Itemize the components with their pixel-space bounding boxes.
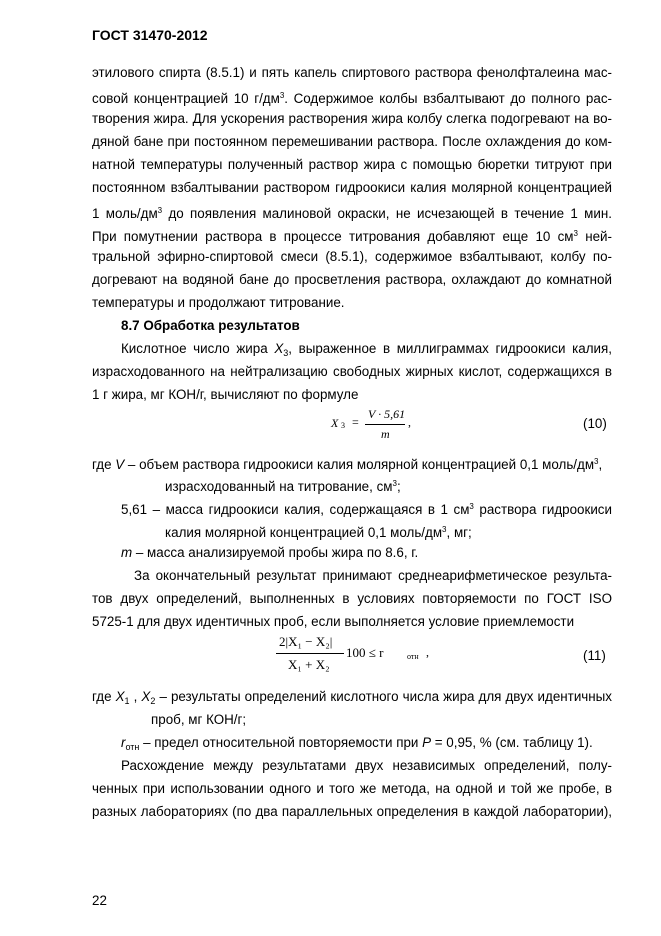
text-line: где V – объем раствора гидроокиси калия молярной концентрацией 0,1 моль/$дм^3$, <box>92 457 603 472</box>
text-line: дяной бане при постоянном перемешивании раствора. После охлаждения до ком- <box>92 134 612 149</box>
text-line: догревают на водяной бане до просветления раствора, охлаждают до комнатной <box>92 272 612 287</box>
text-line: калия молярной концентрацией 0,1 моль/$дм^3$, мг; <box>165 525 472 540</box>
text-line: За окончательный результат принимают среднеарифметическое результа- <box>134 568 612 583</box>
text-line: тов двух определений, выполненных в условиях повторяемости по ГОСТ ISO <box>92 591 612 606</box>
text-line: Расхождение между результатами двух независимых определений, полу- <box>121 758 612 773</box>
document-header: ГОСТ 31470-2012 <box>92 27 208 43</box>
text-line: 5725-1 для двух идентичных проб, если выполняется условие приемлемости <box>92 614 575 629</box>
equation-number: (10) <box>583 416 607 431</box>
text-line: 5,61 – масса гидроокиси калия, содержащаяся в 1 $см^3$ раствора гидроокиси <box>121 502 612 517</box>
text-line: творения жира. Для ускорения растворения жира колбу слегка подогревают на во- <box>92 111 612 126</box>
text-line: израсходованного на нейтрализацию свободных жирных кислот, содержащихся в <box>92 364 612 379</box>
text-line: При помутнении раствора в процессе титрования добавляют еще 10 $см^3$ ней- <box>92 229 612 244</box>
fraction-bar <box>365 424 405 425</box>
document-page: ГОСТ 31470-2012 этилового спирта (8.5.1) и пять капель спиртового раствора фенолфталеина мас- совой концентрацией 10 $г/дм^3$. Содержимое колбы взбалтывают до полного рас- творения жира. Для ускорения растворения жира колбу слегка подогревают на во- дяной бане при постоянном перемешивании раствора. После охлаждения до ком- натной температуры полученный раствор жира с помощью бюретки титруют при постоянном взбалтывании раствором гидроокиси калия молярной концентрацией 1 моль/$дм^3$ до появления малиновой окраски, не исчезающей в течение 1 мин. При помутнении раствора в процессе титрования добавляют еще 10 $см^3$ ней- тральной эфирно-спиртовой смеси (8.5.1), содержимое взбалтывают, колбу по- догревают на водяной бане до просветления раствора, охлаждают до комнатной температуры и продолжают титрование. 8.7 Обработка результатов Кислотное число жира $X_3$, выраженное в миллиграммах гидроокиси калия, израсходованного на нейтрализацию свободных жирных кислот, содержащихся в 1 г жира, мг КОН/г, вычисляют по формуле X 3 = V · 5,61 m , (10) где V – объем раствора гидроокиси калия молярной концентрацией 0,1 моль/$дм^3$, израсходованный на титрование, $см^3$; 5,61 – масса гидроокиси калия, содержащаяся в 1 $см^3$ раствора гидроокиси калия молярной концентрацией 0,1 моль/$дм^3$, мг; m – масса анализируемой пробы жира по 8.6, г. За окончательный результат принимают среднеарифметическое результа- тов двух определений, выполненных в условиях повторяемости по ГОСТ ISO 5725-1 для двух идентичных проб, если выполняется условие приемлемости 2|X₁ − X₂| X₁ + X₂ 100 ≤ r отн , (11) где $X_1$ , $X_2$ – результаты определений кислотного числа жира для двух идентичных проб, мг КОН/г; $r_{отн}$ – предел относительной повторяемости при P = 0,95, % (см. таблицу 1). Расхождение между результатами двух независимых определений, полу- ченных при использовании одного и того же метода, на одной и той же пробе, в разных лабораториях (по два параллельных определения в каждой лаборатории), 22 <box>0 0 661 936</box>
text-line: разных лабораториях (по два параллельных определения в каждой лаборатории), <box>92 804 612 819</box>
text-line: 1 моль/$дм^3$ до появления малиновой окраски, не исчезающей в течение 1 мин. <box>92 206 612 221</box>
text-line: ченных при использовании одного и того же метода, на одной и той же пробе, в <box>92 781 612 796</box>
text-line: израсходованный на титрование, $см^3$; <box>165 479 401 494</box>
text-line: этилового спирта (8.5.1) и пять капель спиртового раствора фенолфталеина мас- <box>92 65 612 80</box>
text-line: проб, мг КОН/г; <box>151 712 247 727</box>
text-line: совой концентрацией 10 $г/дм^3$. Содержимое колбы взбалтывают до полного рас- <box>92 91 612 106</box>
text-line: температуры и продолжают титрование. <box>92 295 345 310</box>
text-line: где $X_1$ , $X_2$ – результаты определений кислотного числа жира для двух идентичных <box>92 689 612 706</box>
section-heading: 8.7 Обработка результатов <box>121 318 300 333</box>
text-line: натной температуры полученный раствор жира с помощью бюретки титруют при <box>92 157 612 172</box>
text-line: 1 г жира, мг КОН/г, вычисляют по формуле <box>92 387 359 402</box>
text-line: $r_{отн}$ – предел относительной повторяемости при P = 0,95, % (см. таблицу 1). <box>121 735 593 752</box>
text-line: постоянном взбалтывании раствором гидроокиси калия молярной концентрацией <box>92 180 612 195</box>
fraction-bar <box>276 653 344 654</box>
text-line: m – масса анализируемой пробы жира по 8.6, г. <box>121 545 419 560</box>
text-line: Кислотное число жира $X_3$, выраженное в миллиграммах гидроокиси калия, <box>121 341 612 358</box>
equation-number: (11) <box>583 648 606 663</box>
text-line: тральной эфирно-спиртовой смеси (8.5.1), содержимое взбалтывают, колбу по- <box>92 249 612 264</box>
page-number: 22 <box>92 893 107 908</box>
